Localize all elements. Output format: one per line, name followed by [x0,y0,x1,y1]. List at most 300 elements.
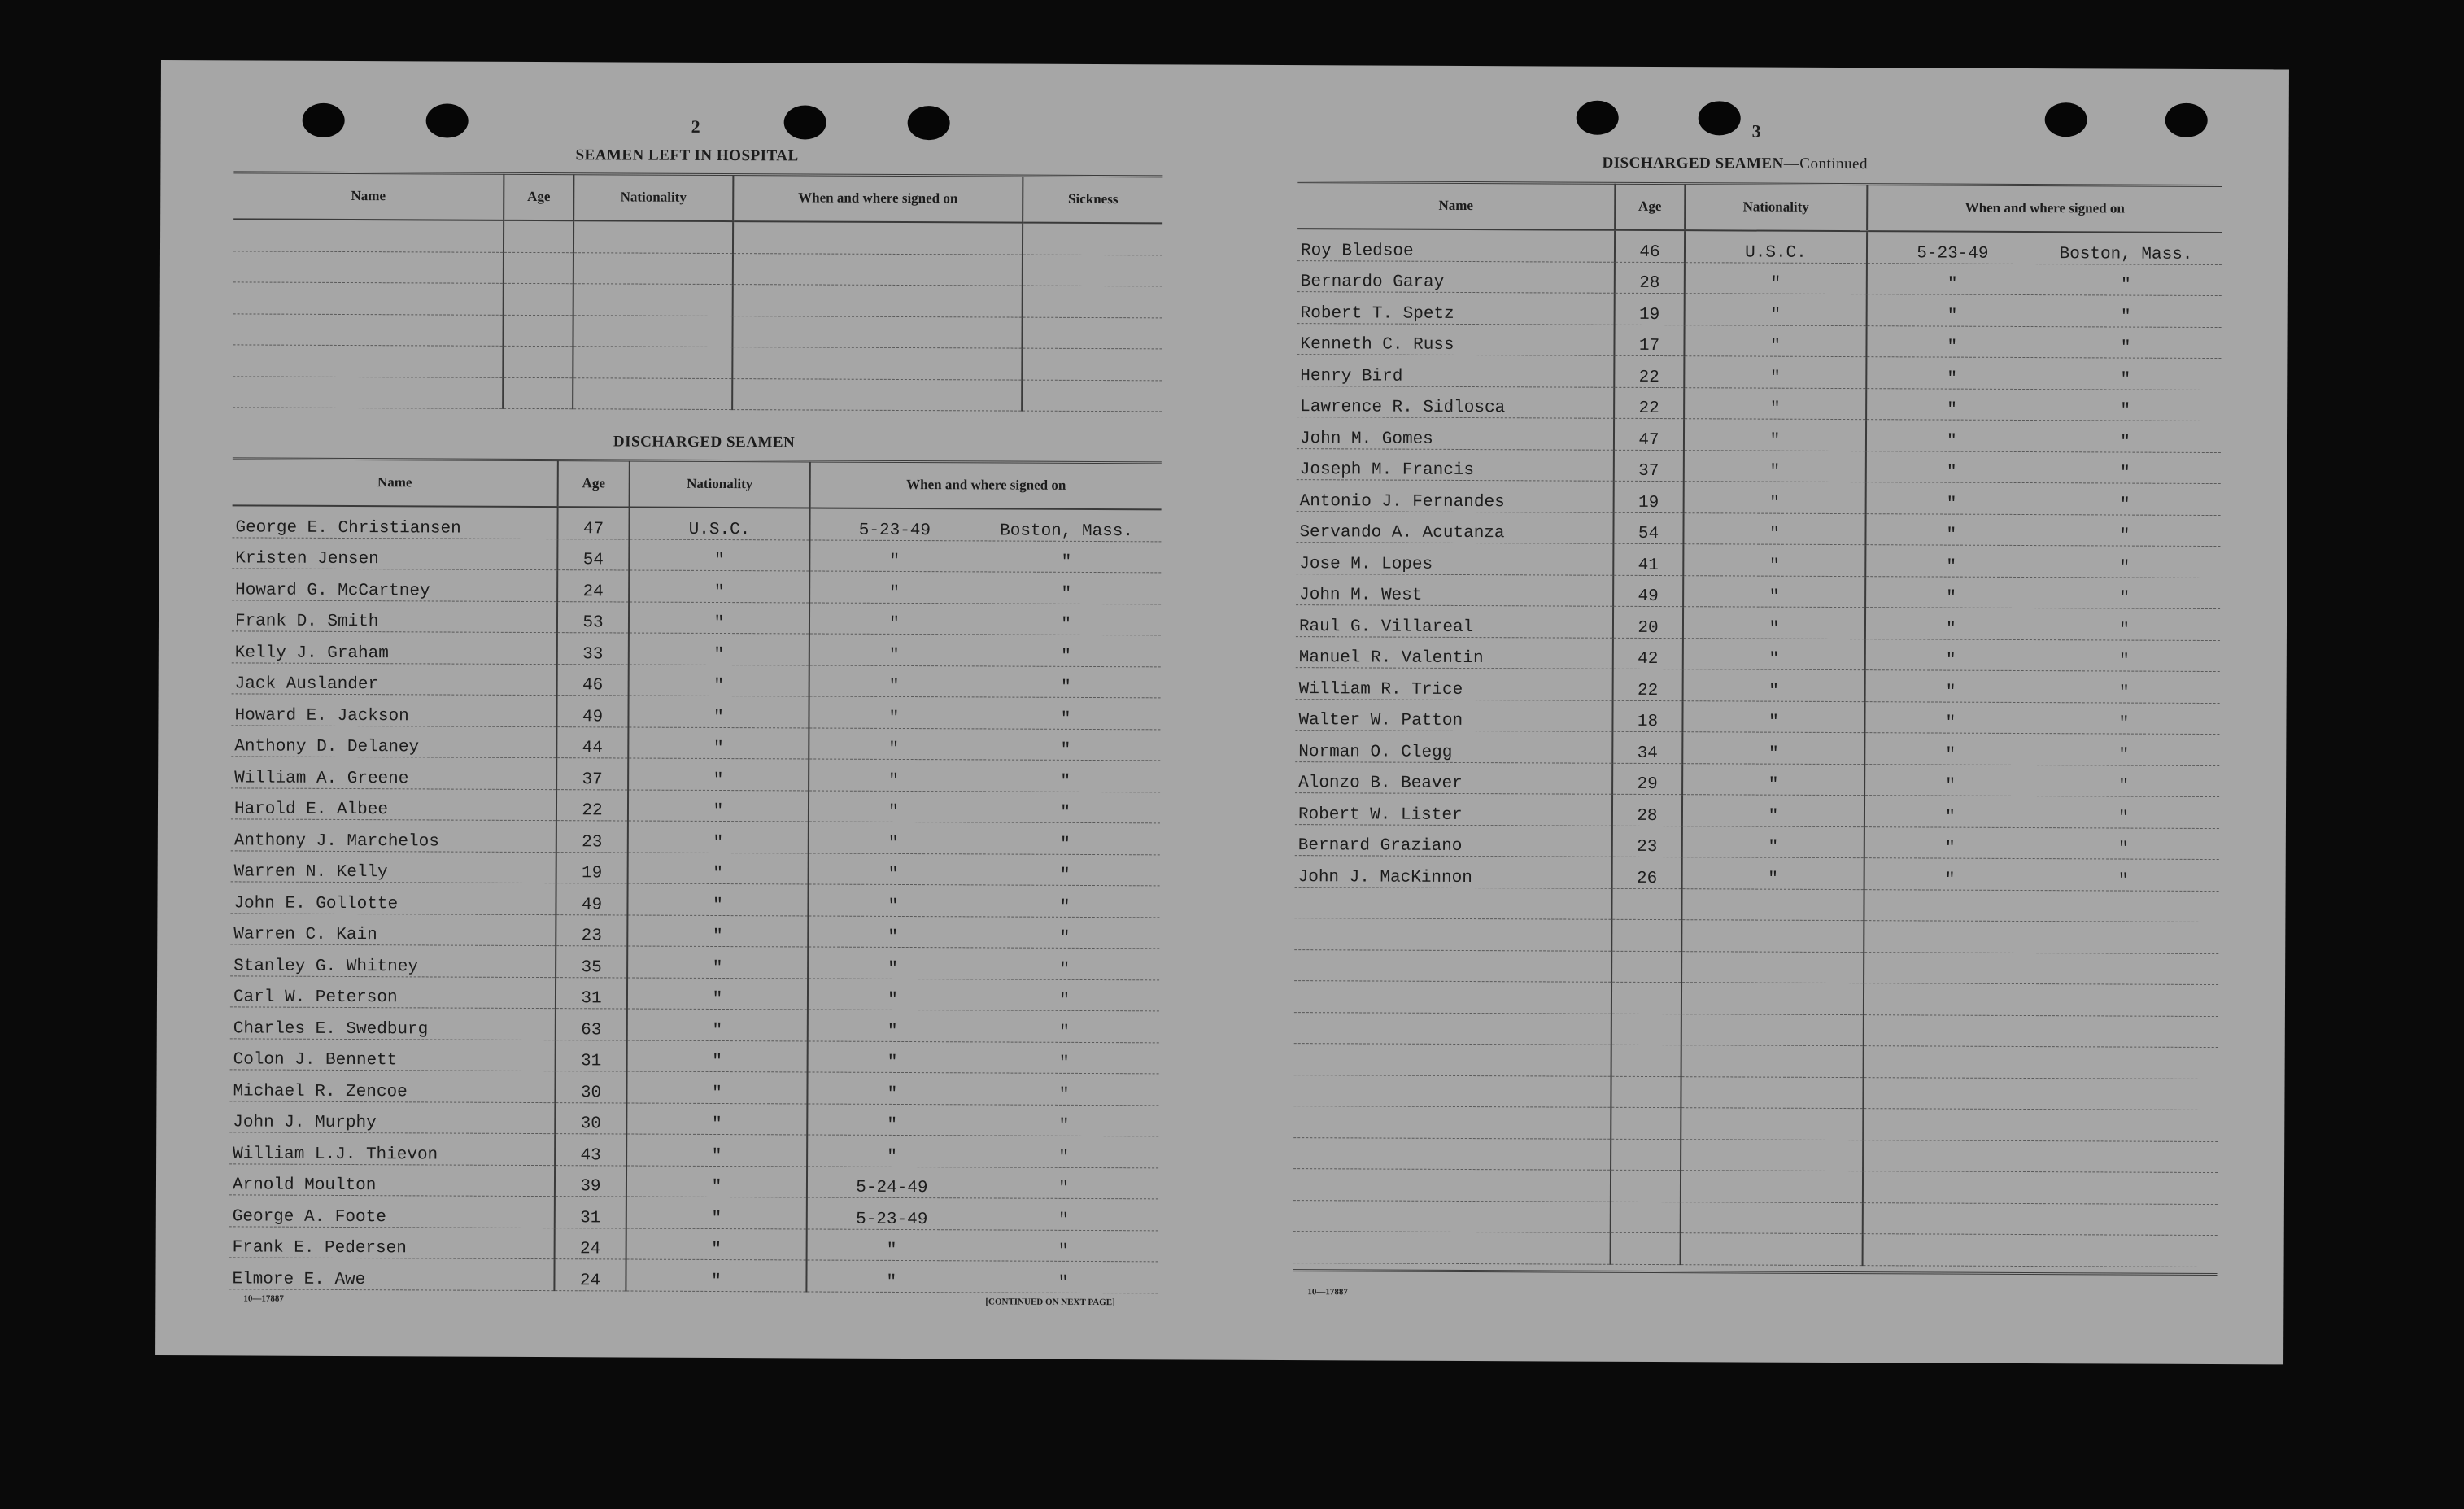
blank-cell [1611,1139,1681,1171]
seaman-signed-on [809,853,1160,885]
seaman-signed-on [808,1010,1159,1042]
seaman-nationality: " [627,1009,808,1040]
blank-cell [1022,317,1162,349]
signed-on-date: " [1944,870,1956,890]
blank-cell [1863,1109,2218,1141]
seaman-name: Jack Auslander [232,662,557,695]
seaman-nationality: " [628,853,809,884]
seaman-age: 49 [556,883,627,915]
table-row [229,1195,1158,1230]
seaman-signed-on [807,1072,1158,1105]
seaman-name: Roy Bledsoe [1297,229,1615,262]
blank-cell [1681,920,1864,952]
seaman-signed-on [1865,545,2220,578]
signed-on-date: " [886,1241,897,1260]
table-row [1296,636,2220,671]
blank-cell [1023,255,1162,286]
seaman-signed-on [808,1040,1159,1073]
blank-cell [573,315,732,347]
seaman-name: Elmore E. Awe [229,1258,554,1290]
signed-on-date: " [1947,400,1957,420]
blank-cell [233,376,503,408]
blank-row [233,313,1162,348]
seaman-age: 26 [1612,857,1682,888]
seaman-age: 28 [1615,262,1685,294]
seaman-nationality: " [1685,262,1867,294]
col-signed-on: When and where signed on [1867,185,2222,233]
seaman-signed-on [807,1103,1158,1136]
seaman-signed-on [809,665,1161,697]
seaman-age: 47 [1614,418,1684,450]
blank-cell [1864,1046,2218,1079]
table-row [232,631,1161,666]
seaman-name: John E. Gollotte [230,882,556,914]
seaman-name: Stanley G. Whitney [230,944,556,977]
punch-hole [1577,101,1619,135]
hospital-title: SEAMEN LEFT IN HOSPITAL [575,146,799,165]
seaman-nationality: " [628,790,809,822]
signed-on-place: " [1058,1148,1070,1167]
signed-on-date: " [1945,651,1956,670]
seaman-age: 44 [556,726,628,758]
table-row [229,1101,1158,1136]
table-row [1296,511,2220,546]
seaman-name: William A. Greene [231,757,556,789]
signed-on-date: " [1947,432,1957,451]
blank-cell [1864,921,2218,953]
signed-on-date: " [888,771,899,791]
seaman-age: 24 [555,1228,626,1259]
seaman-age: 37 [556,758,628,790]
col-nationality: Nationality [1685,184,1867,231]
signed-on-date: " [887,834,899,853]
signed-on-date: 5-23-49 [1917,243,1989,264]
table-row [230,882,1159,917]
seaman-name: Kenneth C. Russ [1297,323,1614,355]
punch-hole [2045,102,2087,137]
blank-cell [1681,888,1864,920]
hospital-col-name: Name [233,172,504,220]
signed-on-date: " [888,646,900,665]
table-row [232,505,1161,541]
blank-cell [1611,1170,1681,1202]
seaman-name: Michael R. Zencoe [229,1070,555,1102]
blank-cell [1293,1106,1611,1139]
blank-cell [732,378,1022,411]
seaman-name: Anthony D. Delaney [231,725,556,757]
signed-on-date: " [887,959,898,979]
seaman-age: 22 [556,789,628,821]
blank-cell [503,346,573,377]
blank-cell [1681,1233,1863,1265]
signed-on-place: " [2119,526,2130,546]
blank-row [1293,1232,2218,1267]
seaman-signed-on [808,947,1159,979]
signed-on-date: " [1944,839,1956,858]
signed-on-date: " [1946,463,1957,482]
blank-cell [1863,1202,2218,1235]
seaman-nationality: " [1683,575,1865,607]
seaman-name: William R. Trice [1296,668,1613,700]
signed-on-place: Boston, Mass. [1000,521,1134,541]
hospital-col-nationality: Nationality [573,174,733,221]
blank-cell [1681,983,1864,1014]
blank-row [1293,1106,2218,1141]
seaman-name: Robert W. Lister [1295,793,1612,826]
seaman-age: 23 [556,821,628,853]
blank-cell [1294,1012,1611,1045]
seaman-name: Carl W. Peterson [230,975,556,1008]
signed-on-date: " [1945,713,1956,733]
seaman-signed-on [809,508,1161,541]
blank-cell [233,313,503,346]
blank-cell [733,253,1023,286]
table-row [1296,605,2220,640]
seaman-age: 34 [1612,731,1682,763]
seaman-signed-on [1864,796,2219,828]
blank-cell [1023,286,1162,317]
signed-on-place: " [2118,683,2130,703]
signed-on-place: " [1061,615,1071,635]
blank-cell [503,315,573,347]
col-name: Name [233,459,558,507]
seaman-name: Howard G. McCartney [232,569,557,601]
seaman-name: Howard E. Jackson [231,694,556,726]
blank-cell [1864,983,2218,1016]
seaman-age: 23 [556,914,627,946]
blank-row [233,251,1162,286]
blank-cell [233,345,503,377]
signed-on-date: " [887,1147,897,1167]
seaman-name: Bernard Graziano [1295,824,1612,857]
seaman-nationality: " [629,570,809,602]
seaman-name: Antonio J. Fernandes [1297,480,1614,512]
blank-row [1294,1044,2218,1079]
seaman-nationality: " [1682,763,1864,795]
continued-note: [CONTINUED ON NEXT PAGE] [985,1297,1115,1308]
seaman-signed-on [806,1260,1158,1293]
seaman-nationality: " [627,1040,808,1072]
signed-on-place: " [2119,589,2130,608]
seaman-nationality: " [626,1259,806,1291]
seaman-nationality: " [1683,669,1865,701]
blank-cell [1681,1171,1863,1202]
seaman-name: Walter W. Patton [1295,699,1612,731]
seaman-signed-on [809,759,1160,792]
signed-on-place: " [2120,401,2131,421]
right-title [1602,155,1868,173]
signed-on-place: " [1058,1210,1069,1230]
seaman-age: 63 [556,1009,627,1040]
table-row [1296,574,2220,608]
seaman-signed-on [809,571,1161,604]
blank-cell [233,219,504,251]
blank-cell [732,316,1022,348]
table-row [231,819,1160,854]
blank-cell [1611,1107,1681,1139]
signed-on-place: " [1061,647,1071,666]
seaman-age: 42 [1613,638,1683,669]
table-row [232,600,1161,635]
signed-on-place: " [1058,1116,1070,1136]
signed-on-date: " [887,927,899,947]
seaman-nationality: " [1684,450,1866,482]
seaman-signed-on [1865,576,2220,608]
seaman-signed-on [1864,701,2219,734]
seaman-age: 49 [556,696,628,727]
signed-on-place: " [1060,772,1071,792]
seaman-name: Bernardo Garay [1297,260,1615,293]
table-row [231,787,1160,822]
blank-row [233,376,1162,411]
punch-hole [1699,101,1741,135]
blank-cell [573,347,732,378]
seaman-name: Frank D. Smith [232,600,557,632]
table-row [229,1226,1158,1261]
seaman-signed-on [1865,513,2220,546]
seaman-signed-on [809,822,1160,854]
seaman-name: Warren C. Kain [230,913,556,945]
blank-cell [1611,1232,1681,1264]
signed-on-place: " [2119,495,2130,515]
seaman-name: Charles E. Swedburg [230,1007,556,1040]
signed-on-date: " [1945,776,1956,796]
table-row [229,1258,1158,1293]
signed-on-place: " [1060,678,1071,697]
signed-on-place: " [1060,740,1071,760]
seaman-name: Raul G. Villareal [1296,605,1613,638]
seaman-age: 22 [1613,669,1683,700]
seaman-signed-on [1867,263,2222,295]
signed-on-place: " [1058,1053,1070,1073]
seaman-age: 46 [1615,230,1685,262]
seaman-age: 54 [1613,512,1683,544]
seaman-name: Alonzo B. Beaver [1295,761,1612,794]
seaman-nationality: U.S.C. [629,508,809,540]
seaman-signed-on [1866,451,2221,483]
right-page-number: 3 [1751,120,1761,142]
blank-cell [504,283,573,315]
seaman-name: Manuel R. Valentin [1296,636,1613,669]
signed-on-place: " [1058,1085,1070,1105]
table-row [232,537,1161,572]
blank-cell [503,377,573,409]
signed-on-date: " [887,1053,898,1072]
seaman-name: Kelly J. Graham [232,631,557,664]
blank-cell [573,252,733,284]
blank-cell [733,285,1023,317]
seaman-age: 47 [557,507,629,539]
seaman-signed-on [1866,420,2221,452]
seaman-signed-on [1865,670,2220,703]
seaman-age: 49 [1613,575,1683,607]
table-row [231,850,1160,885]
signed-on-place: " [1059,960,1071,979]
hospital-table [233,172,1162,412]
signed-on-place: " [2118,777,2130,796]
signed-on-date: " [1945,808,1956,827]
signed-on-date: " [888,739,900,759]
signed-on-date: " [887,1084,898,1104]
blank-cell [1294,949,1611,982]
seaman-nationality: " [627,883,808,915]
seaman-name: Jose M. Lopes [1296,543,1613,575]
table-row [230,1007,1159,1042]
seaman-age: 43 [555,1134,626,1166]
table-row [231,725,1160,760]
seaman-name: Colon J. Bennett [230,1038,556,1071]
blank-cell [1864,1014,2218,1047]
seaman-age: 19 [1614,481,1684,512]
blank-cell [504,220,573,252]
seaman-name: Anthony J. Marchelos [231,819,556,852]
blank-row [1293,1137,2218,1172]
blank-cell [1293,1075,1611,1107]
blank-cell [1681,951,1864,983]
signed-on-date: " [887,896,899,916]
signed-on-date: " [887,1115,898,1135]
table-row [1297,292,2222,327]
blank-cell [1864,952,2218,984]
seaman-name: John M. West [1296,574,1613,606]
seaman-nationality: " [627,978,808,1010]
seaman-name: Harold E. Albee [231,787,556,820]
seaman-age: 31 [556,977,627,1009]
blank-row [1294,887,2218,922]
blank-cell [1293,1137,1611,1170]
blank-cell [1611,888,1681,920]
seaman-age: 18 [1612,700,1682,732]
table-row [230,913,1159,948]
signed-on-place: " [2117,840,2129,859]
blank-cell [573,284,733,316]
blank-row [1294,981,2218,1016]
signed-on-place: " [1059,1023,1070,1042]
blank-row [1294,1012,2218,1047]
seaman-nationality: " [1683,607,1865,639]
signed-on-place: " [1059,928,1071,948]
blank-cell [1863,1234,2218,1267]
signed-on-date: " [1947,307,1958,326]
seaman-signed-on [1864,826,2219,859]
right-title-main: DISCHARGED SEAMEN [1602,154,1784,172]
table-row [1295,856,2219,891]
signed-on-place: " [2120,338,2131,358]
seaman-age: 46 [557,664,629,696]
table-row [230,1038,1159,1073]
seaman-nationality: " [1684,356,1866,388]
seaman-signed-on [809,539,1161,572]
seaman-nationality: " [626,1228,807,1260]
blank-cell [233,251,504,283]
right-form-number: 10—17887 [1307,1287,1348,1297]
right-title-suffix: —Continued [1783,155,1869,173]
blank-row [233,219,1162,255]
table-row [1295,731,2219,765]
signed-on-date: " [889,614,900,634]
seaman-age: 19 [1615,293,1685,325]
blank-cell [1611,982,1681,1014]
seaman-name: Arnold Moulton [229,1163,555,1196]
signed-on-date: " [888,802,899,822]
seaman-nationality: " [1682,826,1864,857]
col-name: Name [1297,182,1615,230]
blank-cell [1611,1202,1681,1233]
seaman-nationality: " [1684,482,1866,513]
signed-on-date: " [1946,526,1957,545]
seaman-signed-on [1866,482,2221,515]
discharged-table-right [1293,182,2222,1267]
seaman-signed-on [807,1135,1158,1167]
signed-on-place: " [2117,871,2129,891]
punch-hole [426,103,469,137]
seaman-nationality: " [1683,512,1865,544]
table-row [231,694,1160,729]
signed-on-place: " [2120,370,2131,390]
signed-on-date: " [889,552,901,571]
seaman-name: Henry Bird [1297,355,1614,387]
seaman-nationality: " [1683,544,1865,576]
seaman-nationality: " [626,1134,807,1166]
table-row [230,975,1159,1010]
seaman-nationality: " [1682,700,1864,732]
blank-cell [1681,1202,1863,1233]
signed-on-date: " [888,677,900,696]
seaman-name: George A. Foote [229,1195,555,1228]
signed-on-date: 5-23-49 [858,521,931,540]
discharged-title: DISCHARGED SEAMEN [613,433,796,451]
blank-cell [1293,1169,1611,1202]
blank-cell [1294,981,1611,1014]
seaman-signed-on [809,634,1161,666]
col-age: Age [1615,184,1685,230]
seaman-nationality: " [627,915,808,947]
left-form-number: 10—17887 [243,1293,284,1304]
seaman-signed-on [1867,231,2222,264]
seaman-age: 30 [555,1102,626,1134]
signed-on-date: " [1947,275,1958,294]
blank-row [1293,1075,2218,1110]
blank-cell [1611,1014,1681,1045]
seaman-name: John M. Gomes [1297,417,1614,450]
signed-on-date: " [1945,683,1956,702]
blank-row [233,345,1162,380]
seaman-nationality: " [629,665,809,696]
signed-on-place: " [1059,897,1071,917]
seaman-age: 53 [557,601,629,633]
signed-on-date: 5-24-49 [856,1178,928,1198]
document-sheet [155,60,2289,1364]
seaman-nationality: " [1682,795,1864,826]
seaman-nationality: " [626,1166,807,1197]
signed-on-place: " [1059,991,1070,1010]
seaman-age: 19 [556,852,628,883]
signed-on-place: " [2119,464,2130,483]
signed-on-date: " [889,583,900,603]
seaman-nationality: " [1682,857,1864,889]
table-row [1297,323,2221,358]
seaman-age: 41 [1613,543,1683,575]
seaman-name: Warren N. Kelly [231,850,556,883]
hospital-col-sickness: Sickness [1023,177,1162,224]
signed-on-place: Boston, Mass. [2059,244,2193,264]
blank-cell [1681,1045,1864,1077]
blank-cell [1863,1140,2218,1172]
table-row [229,1163,1158,1198]
seaman-age: 20 [1613,606,1683,638]
blank-cell [1023,223,1162,255]
signed-on-date: " [887,865,899,884]
